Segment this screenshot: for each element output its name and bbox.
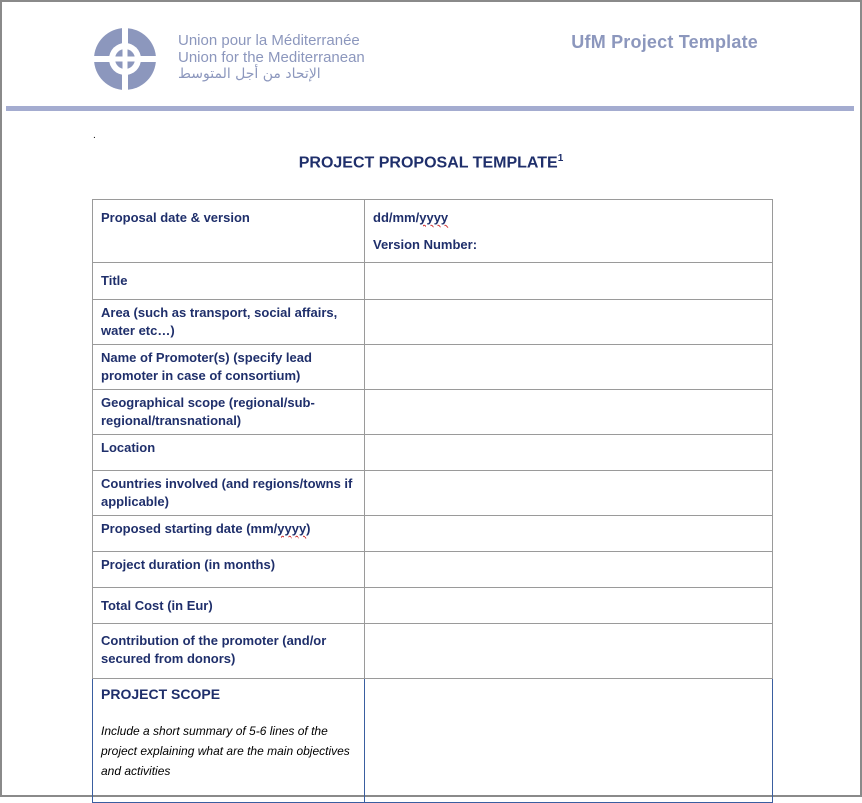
- table-row: [93, 624, 773, 679]
- table-row: [93, 300, 773, 345]
- geographical-scope-value-cell[interactable]: [365, 390, 773, 435]
- contribution-value-cell[interactable]: [365, 624, 773, 679]
- project-scope-value-cell[interactable]: [365, 679, 773, 803]
- stray-mark: .: [93, 130, 96, 141]
- ufm-logo-icon: [92, 26, 158, 92]
- location-value-cell[interactable]: [365, 435, 773, 471]
- table-row: [93, 390, 773, 435]
- date-format-text: [373, 209, 764, 227]
- table-row: [93, 435, 773, 471]
- location-label: Location: [93, 435, 365, 471]
- date-format-prefix: dd/mm/: [373, 210, 420, 225]
- project-scope-cell: [93, 679, 365, 803]
- template-title: UfM Project Template: [571, 32, 758, 52]
- table-row: [93, 552, 773, 588]
- table-row: [93, 345, 773, 390]
- document-title: [0, 153, 862, 172]
- start-date-year: yyyy: [277, 521, 307, 536]
- start-date-value-cell[interactable]: [365, 516, 773, 552]
- promoter-value-cell[interactable]: [365, 345, 773, 390]
- proposal-date-value[interactable]: [365, 200, 773, 263]
- start-date-label: [93, 516, 365, 552]
- table-row: [93, 588, 773, 624]
- date-format-year: yyyy: [419, 210, 449, 225]
- version-number-label: Version Number:: [373, 237, 478, 252]
- document-title-text: PROJECT PROPOSAL TEMPLATE: [298, 154, 558, 172]
- total-cost-value-cell[interactable]: [365, 588, 773, 624]
- duration-value-cell[interactable]: [365, 552, 773, 588]
- area-label: Area (such as transport, social affairs, water etc…): [93, 300, 365, 345]
- org-name-fr: Union pour la Méditerranée: [178, 32, 360, 49]
- area-value-cell[interactable]: [365, 300, 773, 345]
- duration-label: Project duration (in months): [93, 552, 365, 588]
- table-row: [93, 679, 773, 803]
- title-value-cell[interactable]: [365, 263, 773, 300]
- project-scope-title: PROJECT SCOPE: [101, 686, 221, 702]
- org-name-en: Union for the Mediterranean: [178, 49, 365, 66]
- contribution-label: Contribution of the promoter (and/or secured from donors): [93, 624, 365, 679]
- org-name-ar: الإتحاد من أجل المتوسط: [178, 66, 321, 82]
- total-cost-label: Total Cost (in Eur): [93, 588, 365, 624]
- table-row: [93, 471, 773, 516]
- promoter-label: Name of Promoter(s) (specify lead promoter in case of consortium): [93, 345, 365, 390]
- footnote-marker: 1: [557, 153, 564, 164]
- countries-label: Countries involved (and regions/towns if applicable): [93, 471, 365, 516]
- table-row: [93, 200, 773, 263]
- start-date-prefix: Proposed starting date (mm/: [101, 521, 278, 536]
- start-date-close: ): [306, 521, 311, 536]
- project-scope-instructions: Include a short summary of 5-6 lines of the project explaining what are the main objectives and activities: [101, 724, 350, 778]
- geographical-scope-label: Geographical scope (regional/sub-regional/transnational): [93, 390, 365, 435]
- title-label: Title: [93, 263, 365, 300]
- table-row: [93, 263, 773, 300]
- organization-name: [178, 32, 365, 83]
- proposal-date-label: Proposal date & version: [93, 200, 365, 263]
- proposal-form-table: [92, 199, 773, 803]
- countries-value-cell[interactable]: [365, 471, 773, 516]
- header-divider: [6, 106, 854, 111]
- table-row: [93, 516, 773, 552]
